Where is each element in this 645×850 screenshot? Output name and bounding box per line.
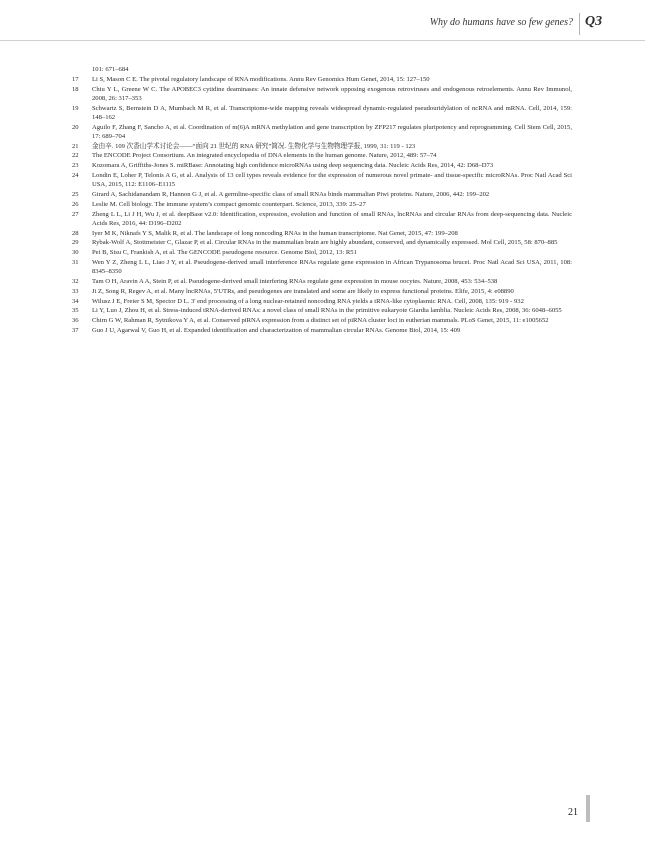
reference-text: Chiu Y L, Greene W C. The APOBEC3 cytidine deaminases: An innate defensive network opposing exogenous retroviruses and endogenous retroelements. Annu Rev Immunol, 2008, 26: 317–353 <box>92 85 572 102</box>
reference-item <box>72 161 572 170</box>
reference-list <box>72 65 572 336</box>
reference-item <box>72 258 572 276</box>
reference-number: 26 <box>72 200 79 208</box>
reference-text: The ENCODE Project Consortium. An integrated encyclopedia of DNA elements in the human genome. Nature, 2012, 489: 57–74 <box>92 152 437 160</box>
reference-text: Li S, Mason C E. The pivotal regulatory landscape of RNA modifications. Annu Rev Genomics Hum Genet, 2014, 15: 127–150 <box>92 75 430 83</box>
running-header <box>0 0 645 45</box>
reference-item <box>72 326 572 335</box>
reference-text: Wen Y Z, Zheng L L, Liao J Y, et al. Pseudogene-derived small interference RNAs regulate gene expression in African Trypanosoma brucei. Proc Natl Acad Sci USA, 2011, 108: 8345–8350 <box>92 258 572 276</box>
reference-text: Girard A, Sachidanandam R, Hannon G J, et al. A germline-specific class of small RNAs binds mammalian Piwi proteins. Nature, 2006, 442: 199–202 <box>92 190 490 198</box>
reference-item <box>72 190 572 199</box>
reference-text: Wilusz J E, Freier S M, Spector D L. 3' end processing of a long nuclear-retained noncoding RNA yields a tRNA-like cytoplasmic RNA. Cell, 2008, 135: 919 - 932 <box>92 297 524 305</box>
reference-number: 20 <box>72 123 79 131</box>
reference-item <box>72 210 572 228</box>
reference-text: Rybak-Wolf A, Stottmeister C, Glazar P, et al. Circular RNAs in the mammalian brain are highly abundant, conserved, and dynamically expressed. Mol Cell, 2015, 58: 870–885 <box>92 239 558 247</box>
reference-number: 29 <box>72 239 79 247</box>
reference-text: Londin E, Loher P, Telonis A G, et al. Analysis of 13 cell types reveals evidence for the expression of numerous novel primate- and tissue-specific microRNAs. Proc Natl Acad Sci USA, 2015, 112: E1106–E1115 <box>92 171 572 189</box>
reference-text: Schwartz S, Bernstein D A, Mumbach M R, et al. Transcriptome-wide mapping reveals widespread dynamic-regulated pseudouridylation of ncRNA and mRNA. Cell, 2014, 159: 148–162 <box>92 104 572 121</box>
reference-number: 31 <box>72 258 79 266</box>
footer-bar <box>586 795 590 822</box>
reference-item <box>72 238 572 247</box>
reference-text: Tam O H, Aravin A A, Stein P, et al. Pseudogene-derived small interfering RNAs regulate gene expression in mouse oocytes. Nature, 2008, 453: 534–538 <box>92 277 498 285</box>
reference-text: Kozomara A, Griffiths-Jones S. miRBase: Annotating high confidence microRNAs using deep sequencing data. Nucleic Acids Res, 2014, 42: D68–D73 <box>92 162 494 170</box>
reference-text: Zheng L L, Li J H, Wu J, et al. deepBase v2.0: Identification, expression, evolution and function of small RNAs, lncRNAs and circular RNAs from deep-sequencing data. Nucleic Acids Res, 2016, 44: D196–D202 <box>92 210 572 227</box>
reference-text: Li Y, Luo J, Zhou H, et al. Stress-induced tRNA-derived RNAs: a novel class of small RNAs in the primitive eukaryote Giardia lamblia. Nucleic Acids Res, 2008, 36: 6048–6055 <box>92 307 562 315</box>
reference-item <box>72 297 572 306</box>
reference-number: 27 <box>72 210 79 218</box>
reference-item <box>72 277 572 286</box>
reference-number: 34 <box>72 297 79 305</box>
reference-text: Leslie M. Cell biology. The immune system’s compact genomic counterpart. Science, 2013, 339: 25–27 <box>92 200 366 208</box>
reference-text: Iyer M K, Niknafs Y S, Malik R, et al. The landscape of long noncoding RNAs in the human transcriptome. Nat Genet, 2015, 47: 199–208 <box>92 229 458 237</box>
reference-number: 37 <box>72 326 79 334</box>
reference-text: 101: 671–684 <box>92 66 129 73</box>
reference-number: 19 <box>72 104 79 112</box>
header-rule <box>0 40 645 41</box>
reference-item <box>72 151 572 160</box>
reference-number: 25 <box>72 190 79 198</box>
reference-item <box>72 65 572 74</box>
reference-item <box>72 104 572 122</box>
reference-text: Ji Z, Song R, Regev A, et al. Many lncRNAs, 5'UTRs, and pseudogenes are translated and some are likely to express functional proteins. Elife, 2015, 4: e08890 <box>92 287 514 295</box>
reference-text: Guo J U, Agarwal V, Guo H, et al. Expanded identification and characterization of mammalian circular RNAs. Genome Biol, 2014, 15: 409 <box>92 326 461 334</box>
reference-item <box>72 171 572 189</box>
reference-item <box>72 200 572 209</box>
header-separator <box>579 13 580 35</box>
reference-number: 21 <box>72 142 79 150</box>
reference-number: 36 <box>72 317 79 325</box>
reference-number: 33 <box>72 287 79 295</box>
reference-item <box>72 316 572 325</box>
reference-text: Aguilo F, Zhang F, Sancho A, et al. Coordination of m(6)A mRNA methylation and gene transcription by ZFP217 regulates pluripotency and reprogramming. Cell Stem Cell, 2015, 17: 689–704 <box>92 123 572 140</box>
reference-number: 30 <box>72 249 79 257</box>
reference-number: 22 <box>72 152 79 160</box>
reference-item <box>72 287 572 296</box>
reference-text: 金由辛. 109 次香山学术讨论会——“面向 21 世纪的 RNA 研究”简况. 生物化学与生物物理学报, 1999, 31: 119 - 123 <box>92 142 416 150</box>
reference-item <box>72 229 572 238</box>
reference-text: Pei B, Sisu C, Frankish A, et al. The GENCODE pseudogene resource. Genome Biol, 2012, 13: R51 <box>92 249 357 257</box>
reference-number: 24 <box>72 171 79 179</box>
reference-item <box>72 306 572 315</box>
reference-number: 35 <box>72 307 79 315</box>
reference-item <box>72 75 572 84</box>
reference-number: 23 <box>72 162 79 170</box>
reference-text: Chirn G W, Rahman R, Sytnikova Y A, et al. Conserved piRNA expression from a distinct set of piRNA cluster loci in eutherian mammals. PLoS Genet, 2015, 11: e1005652 <box>92 317 549 325</box>
reference-number: 17 <box>72 75 79 83</box>
page-number: 21 <box>568 807 578 818</box>
running-title: Why do humans have so few genes? <box>429 17 573 28</box>
reference-number: 18 <box>72 85 79 93</box>
reference-item <box>72 85 572 103</box>
reference-item <box>72 248 572 257</box>
reference-item <box>72 123 572 141</box>
reference-number: 28 <box>72 229 79 237</box>
reference-item <box>72 142 572 151</box>
reference-number: 32 <box>72 277 79 285</box>
section-code: Q3 <box>585 14 603 29</box>
